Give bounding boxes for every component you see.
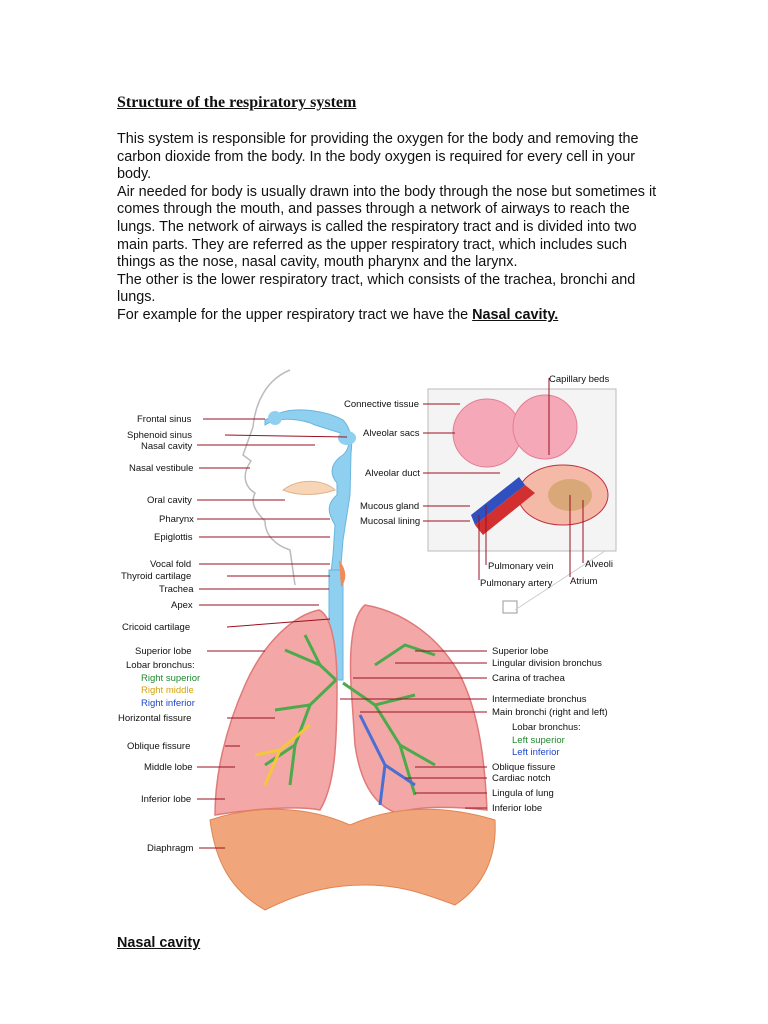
label-lobar-bronchus-left: Lobar bronchus: [126, 660, 195, 671]
label-alveoli: Alveoli [585, 559, 613, 570]
label-main-bronchi: Main bronchi (right and left) [492, 707, 608, 718]
alveolar-sac-2 [513, 395, 577, 459]
label-vocal-fold: Vocal fold [150, 559, 192, 570]
label-alveolar-duct: Alveolar duct [365, 468, 420, 479]
label-atrium: Atrium [570, 576, 598, 587]
paragraph-4 [117, 307, 662, 325]
label-inferior-lobe-right: Inferior lobe [492, 803, 543, 814]
left-lung [351, 605, 487, 813]
label-epiglottis: Epiglottis [154, 532, 193, 543]
label-lingula-of-lung: Lingula of lung [492, 788, 554, 799]
label-cricoid-cartilage: Cricoid cartilage [122, 622, 191, 633]
diaphragm-shape [210, 809, 495, 910]
label-oblique-fissure-left: Oblique fissure [127, 741, 191, 752]
paragraph-1: This system is responsible for providing the oxygen for the body and removing the carbon dioxide from the body. In the body oxygen is required for every cell in your body. [117, 131, 639, 183]
label-lobar-bronchus-right: Lobar bronchus: [512, 722, 581, 733]
tongue-shape [283, 481, 335, 494]
section-heading-nasal-cavity: Nasal cavity [117, 935, 201, 951]
label-left-inferior: Left inferior [512, 747, 560, 758]
label-horizontal-fissure: Horizontal fissure [118, 713, 192, 724]
example-prefix: For example for the upper respiratory tract we have the [117, 306, 473, 323]
label-inferior-lobe-left: Inferior lobe [141, 794, 192, 805]
label-sphenoid-sinus: Sphenoid sinus [127, 430, 192, 441]
sphenoid-sinus-shape [338, 431, 356, 445]
leader-sphenoid-sinus [225, 435, 347, 437]
label-intermediate-bronchus: Intermediate bronchus [492, 694, 587, 705]
respiratory-diagram [115, 365, 625, 925]
paragraph-3: The other is the lower respiratory tract, which consists of the trachea, bronchi and lungs. [117, 271, 636, 306]
label-mucous-gland: Mucous gland [360, 501, 420, 512]
label-left-superior: Left superior [512, 735, 565, 746]
label-pulmonary-artery: Pulmonary artery [480, 578, 553, 589]
nasal-cavity-link: Nasal cavity. [472, 306, 559, 323]
label-oblique-fissure-right: Oblique fissure [492, 762, 556, 773]
head-outline [243, 370, 295, 585]
label-oral-cavity: Oral cavity [147, 495, 192, 506]
label-middle-lobe: Middle lobe [144, 762, 193, 773]
frontal-sinus-shape [268, 411, 282, 425]
label-pharynx: Pharynx [159, 514, 194, 525]
label-nasal-vestibule: Nasal vestibule [129, 463, 194, 474]
label-trachea: Trachea [159, 584, 194, 595]
label-diaphragm: Diaphragm [147, 843, 194, 854]
label-alveolar-sacs: Alveolar sacs [363, 428, 420, 439]
label-apex: Apex [171, 600, 193, 611]
right-lung [215, 610, 337, 815]
label-cardiac-notch: Cardiac notch [492, 773, 551, 784]
label-right-superior: Right superior [141, 673, 201, 684]
inset-source-box [503, 601, 517, 613]
label-right-middle: Right middle [141, 685, 194, 696]
label-capillary-beds: Capillary beds [549, 374, 610, 385]
alveolar-sac-1 [453, 399, 521, 467]
label-frontal-sinus: Frontal sinus [137, 414, 192, 425]
document-title: Structure of the respiratory system [117, 94, 357, 111]
label-superior-lobe-left: Superior lobe [135, 646, 192, 657]
label-nasal-cavity: Nasal cavity [141, 441, 193, 452]
label-lingular-division-bronchus: Lingular division bronchus [492, 658, 602, 669]
label-right-inferior: Right inferior [141, 698, 195, 709]
label-superior-lobe-right: Superior lobe [492, 646, 549, 657]
intro-text [117, 131, 662, 325]
label-connective-tissue: Connective tissue [344, 399, 419, 410]
label-mucosal-lining: Mucosal lining [360, 516, 421, 527]
paragraph-2: Air needed for body is usually drawn into the body through the nose but sometimes it comes through the mouth, and passes through a network of airways to reach the lungs. The network of airways is called the respiratory tract and is divided into two main parts. They are referred as the upper respiratory tract, which includes such things as the nose, nasal cavity, mouth pharynx and the larynx. [117, 183, 657, 271]
label-carina-of-trachea: Carina of trachea [492, 673, 565, 684]
label-pulmonary-vein: Pulmonary vein [488, 561, 554, 572]
respiratory-diagram-svg [115, 365, 625, 925]
label-thyroid-cartilage: Thyroid cartilage [121, 571, 192, 582]
